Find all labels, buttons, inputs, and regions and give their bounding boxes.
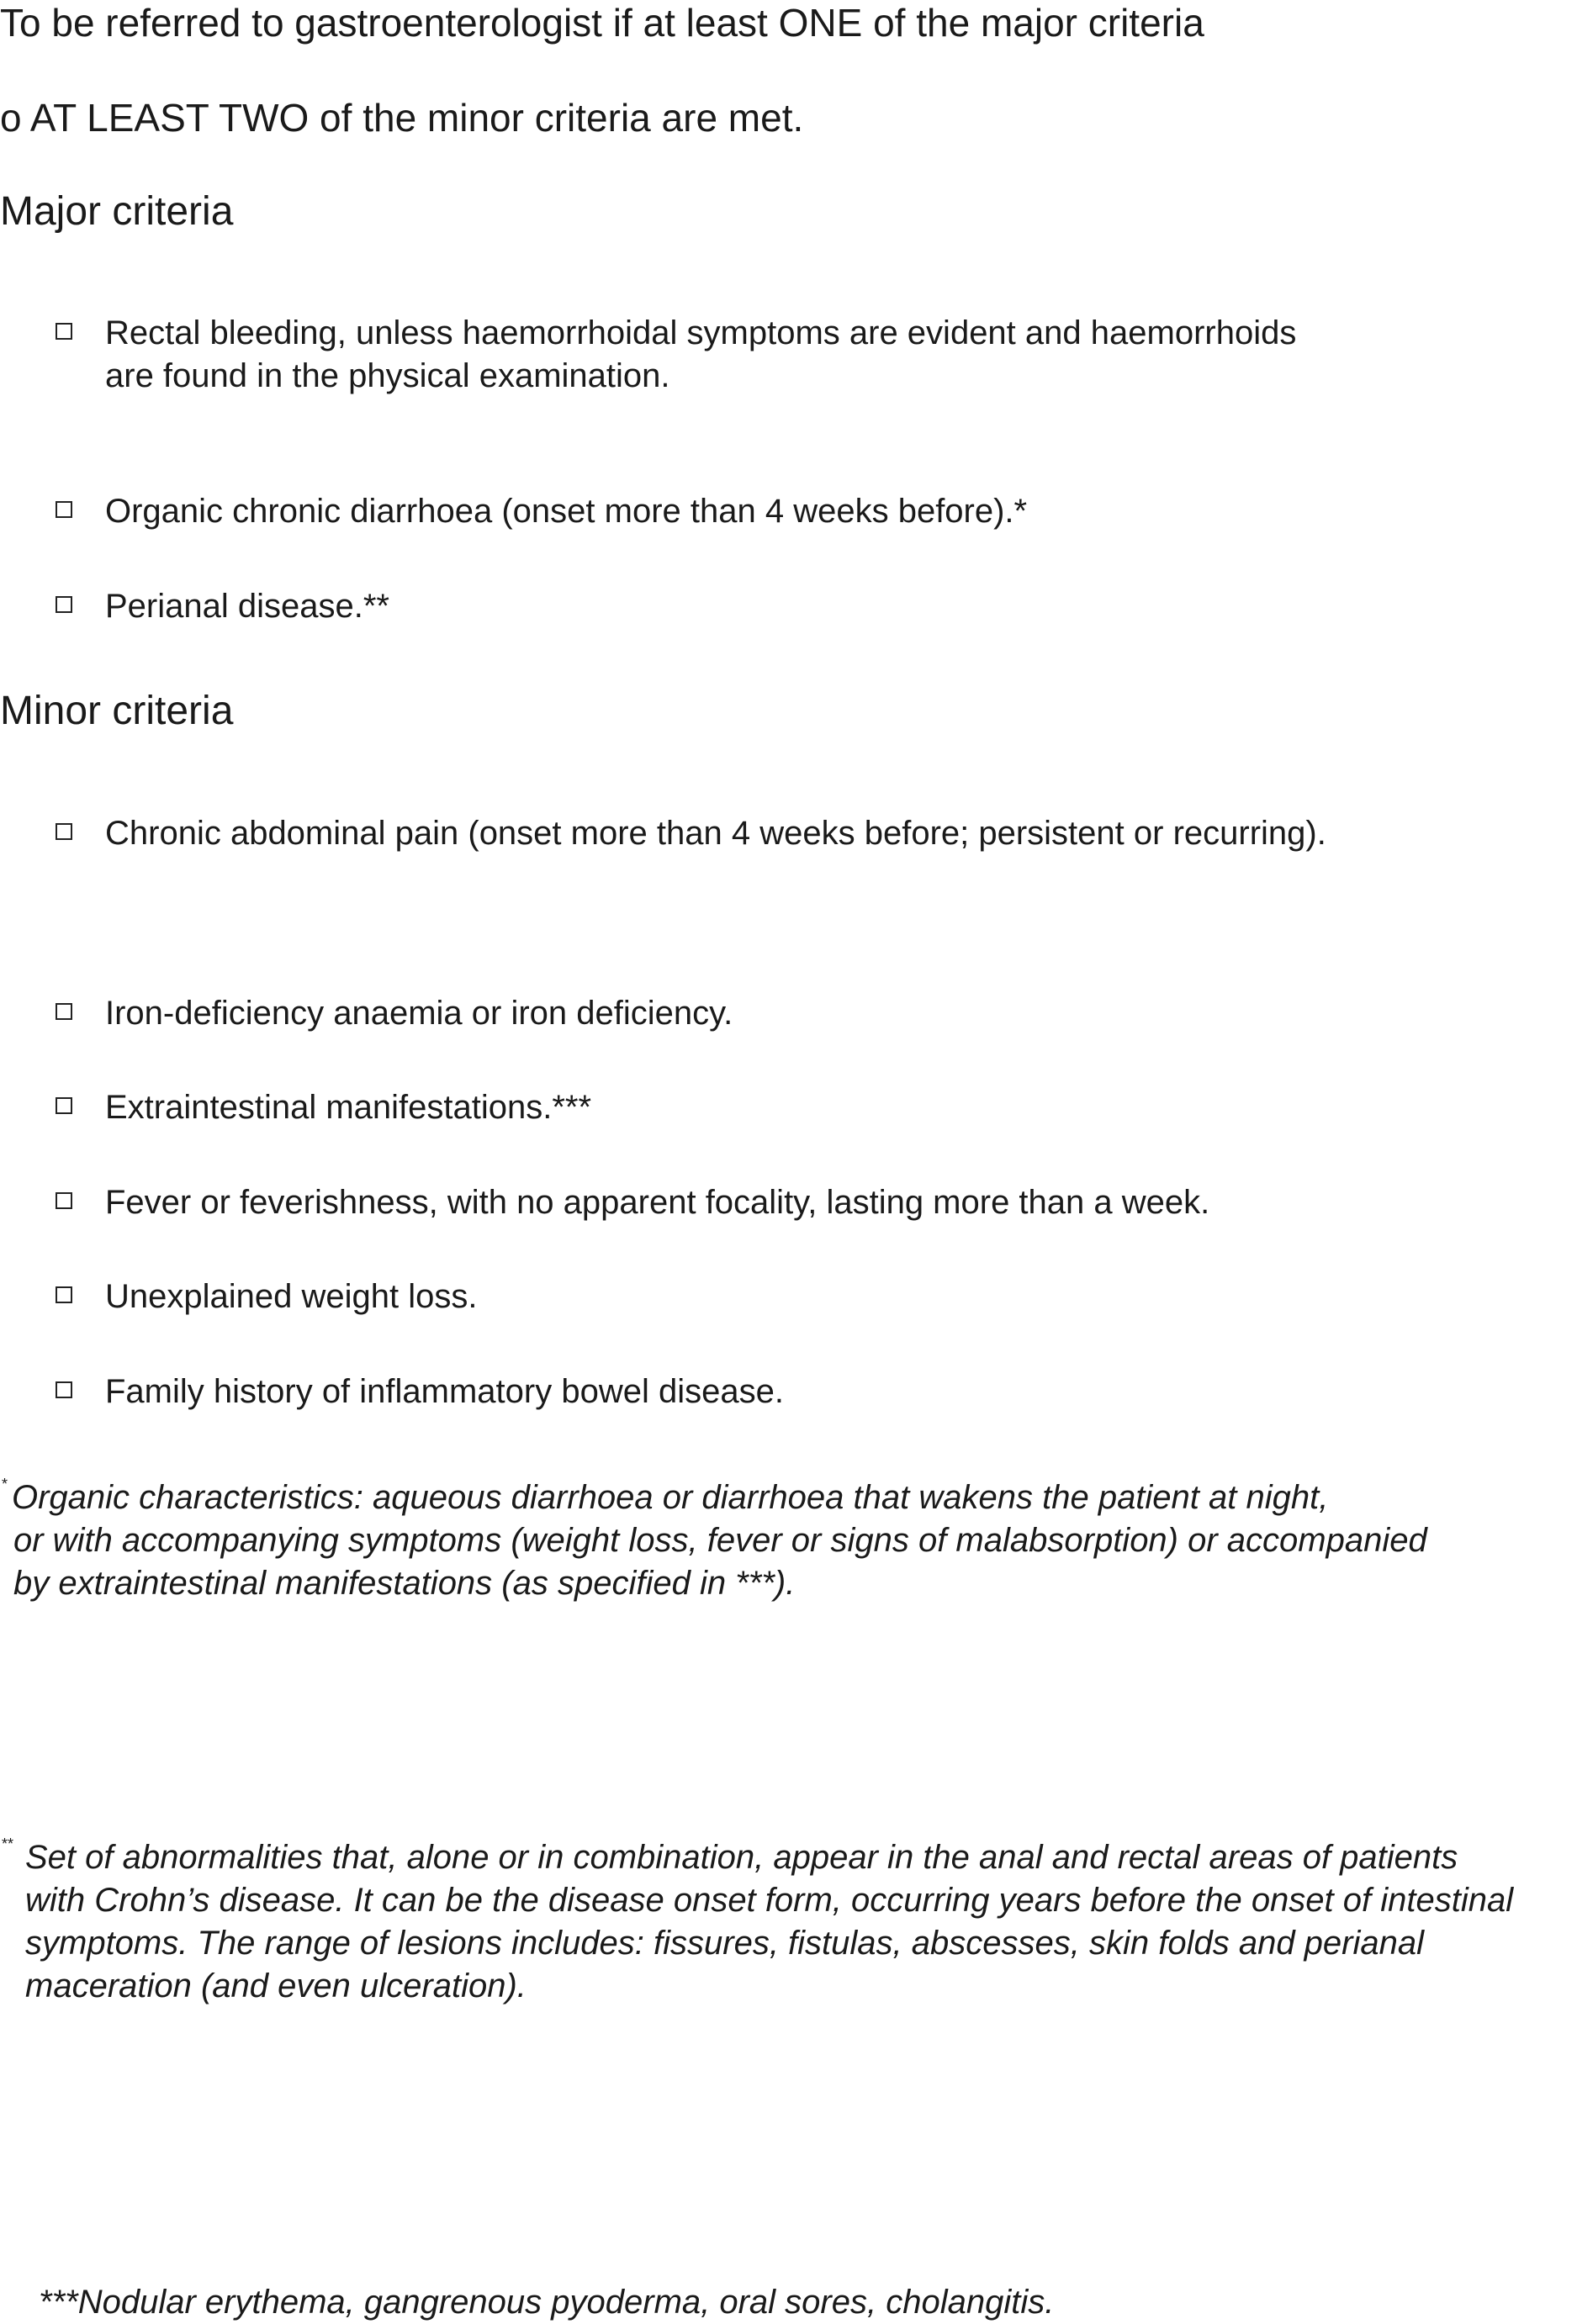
- major-criterion-perianal-disease: [56, 585, 389, 628]
- minor-criterion-extraintestinal: [56, 1086, 591, 1129]
- checkbox[interactable]: [56, 323, 72, 340]
- major-criterion-rectal-bleeding: [56, 312, 1296, 398]
- footnote-marker: **: [2, 1835, 14, 1852]
- intro-line-1: To be referred to gastroenterologist if at least ONE of the major criteria: [0, 1, 1204, 45]
- minor-criterion-family-history: [56, 1371, 784, 1413]
- footnote-line: Set of abnormalities that, alone or in combination, appear in the anal and rectal areas of patients: [25, 1839, 1458, 1876]
- checkbox[interactable]: [56, 501, 72, 518]
- criterion-text-line: Unexplained weight loss.: [105, 1278, 478, 1315]
- criterion-text-line: Perianal disease.**: [105, 588, 389, 625]
- checkbox[interactable]: [56, 1381, 72, 1398]
- minor-criterion-abdominal-pain: [56, 812, 1326, 855]
- criterion-text-line: Organic chronic diarrhoea (onset more than 4 weeks before).*: [105, 493, 1028, 530]
- footnote-line: with Crohn’s disease. It can be the disease onset form, occurring years before the onset of intestinal: [25, 1882, 1514, 1919]
- footnote-marker: *: [2, 1476, 8, 1492]
- minor-criterion-weight-loss: [56, 1276, 477, 1318]
- criterion-text-line: are found in the physical examination.: [105, 357, 670, 394]
- criterion-text-line: Chronic abdominal pain (onset more than 4 weeks before; persistent or recurring).: [105, 815, 1326, 852]
- major-criterion-chronic-diarrhoea: [56, 490, 1027, 533]
- checkbox[interactable]: [56, 823, 72, 840]
- footnote-extraintestinal-manifestations: ***Nodular erythema, gangrenous pyoderma, oral sores, cholangitis.: [39, 2284, 1055, 2321]
- checkbox[interactable]: [56, 596, 72, 613]
- checkbox[interactable]: [56, 1097, 72, 1114]
- criterion-text-line: Iron-deficiency anaemia or iron deficiency.: [105, 995, 733, 1032]
- footnote-line: or with accompanying symptoms (weight loss, fever or signs of malabsorption) or accompanied: [13, 1522, 1427, 1559]
- criterion-text-line: Fever or feverishness, with no apparent focality, lasting more than a week.: [105, 1184, 1210, 1221]
- criterion-text-line: Rectal bleeding, unless haemorrhoidal symptoms are evident and haemorrhoids: [105, 314, 1297, 351]
- footnote-line: by extraintestinal manifestations (as specified in ***).: [13, 1565, 796, 1602]
- minor-criterion-fever: [56, 1181, 1209, 1224]
- minor-criteria-heading: Minor criteria: [0, 689, 234, 733]
- footnote-line: symptoms. The range of lesions includes: fissures, fistulas, abscesses, skin folds and perianal: [25, 1925, 1425, 1962]
- checkbox[interactable]: [56, 1192, 72, 1209]
- checkbox[interactable]: [56, 1003, 72, 1020]
- criterion-text-line: Family history of inflammatory bowel disease.: [105, 1373, 784, 1410]
- major-criteria-heading: Major criteria: [0, 189, 234, 234]
- criterion-text-line: Extraintestinal manifestations.***: [105, 1089, 592, 1126]
- checkbox[interactable]: [56, 1286, 72, 1303]
- intro-line-2: o AT LEAST TWO of the minor criteria are met.: [0, 96, 804, 140]
- footnote-line: Organic characteristics: aqueous diarrhoea or diarrhoea that wakens the patient at night,: [12, 1479, 1329, 1516]
- minor-criterion-iron-deficiency: [56, 992, 733, 1035]
- footnote-line: maceration (and even ulceration).: [25, 1967, 527, 2004]
